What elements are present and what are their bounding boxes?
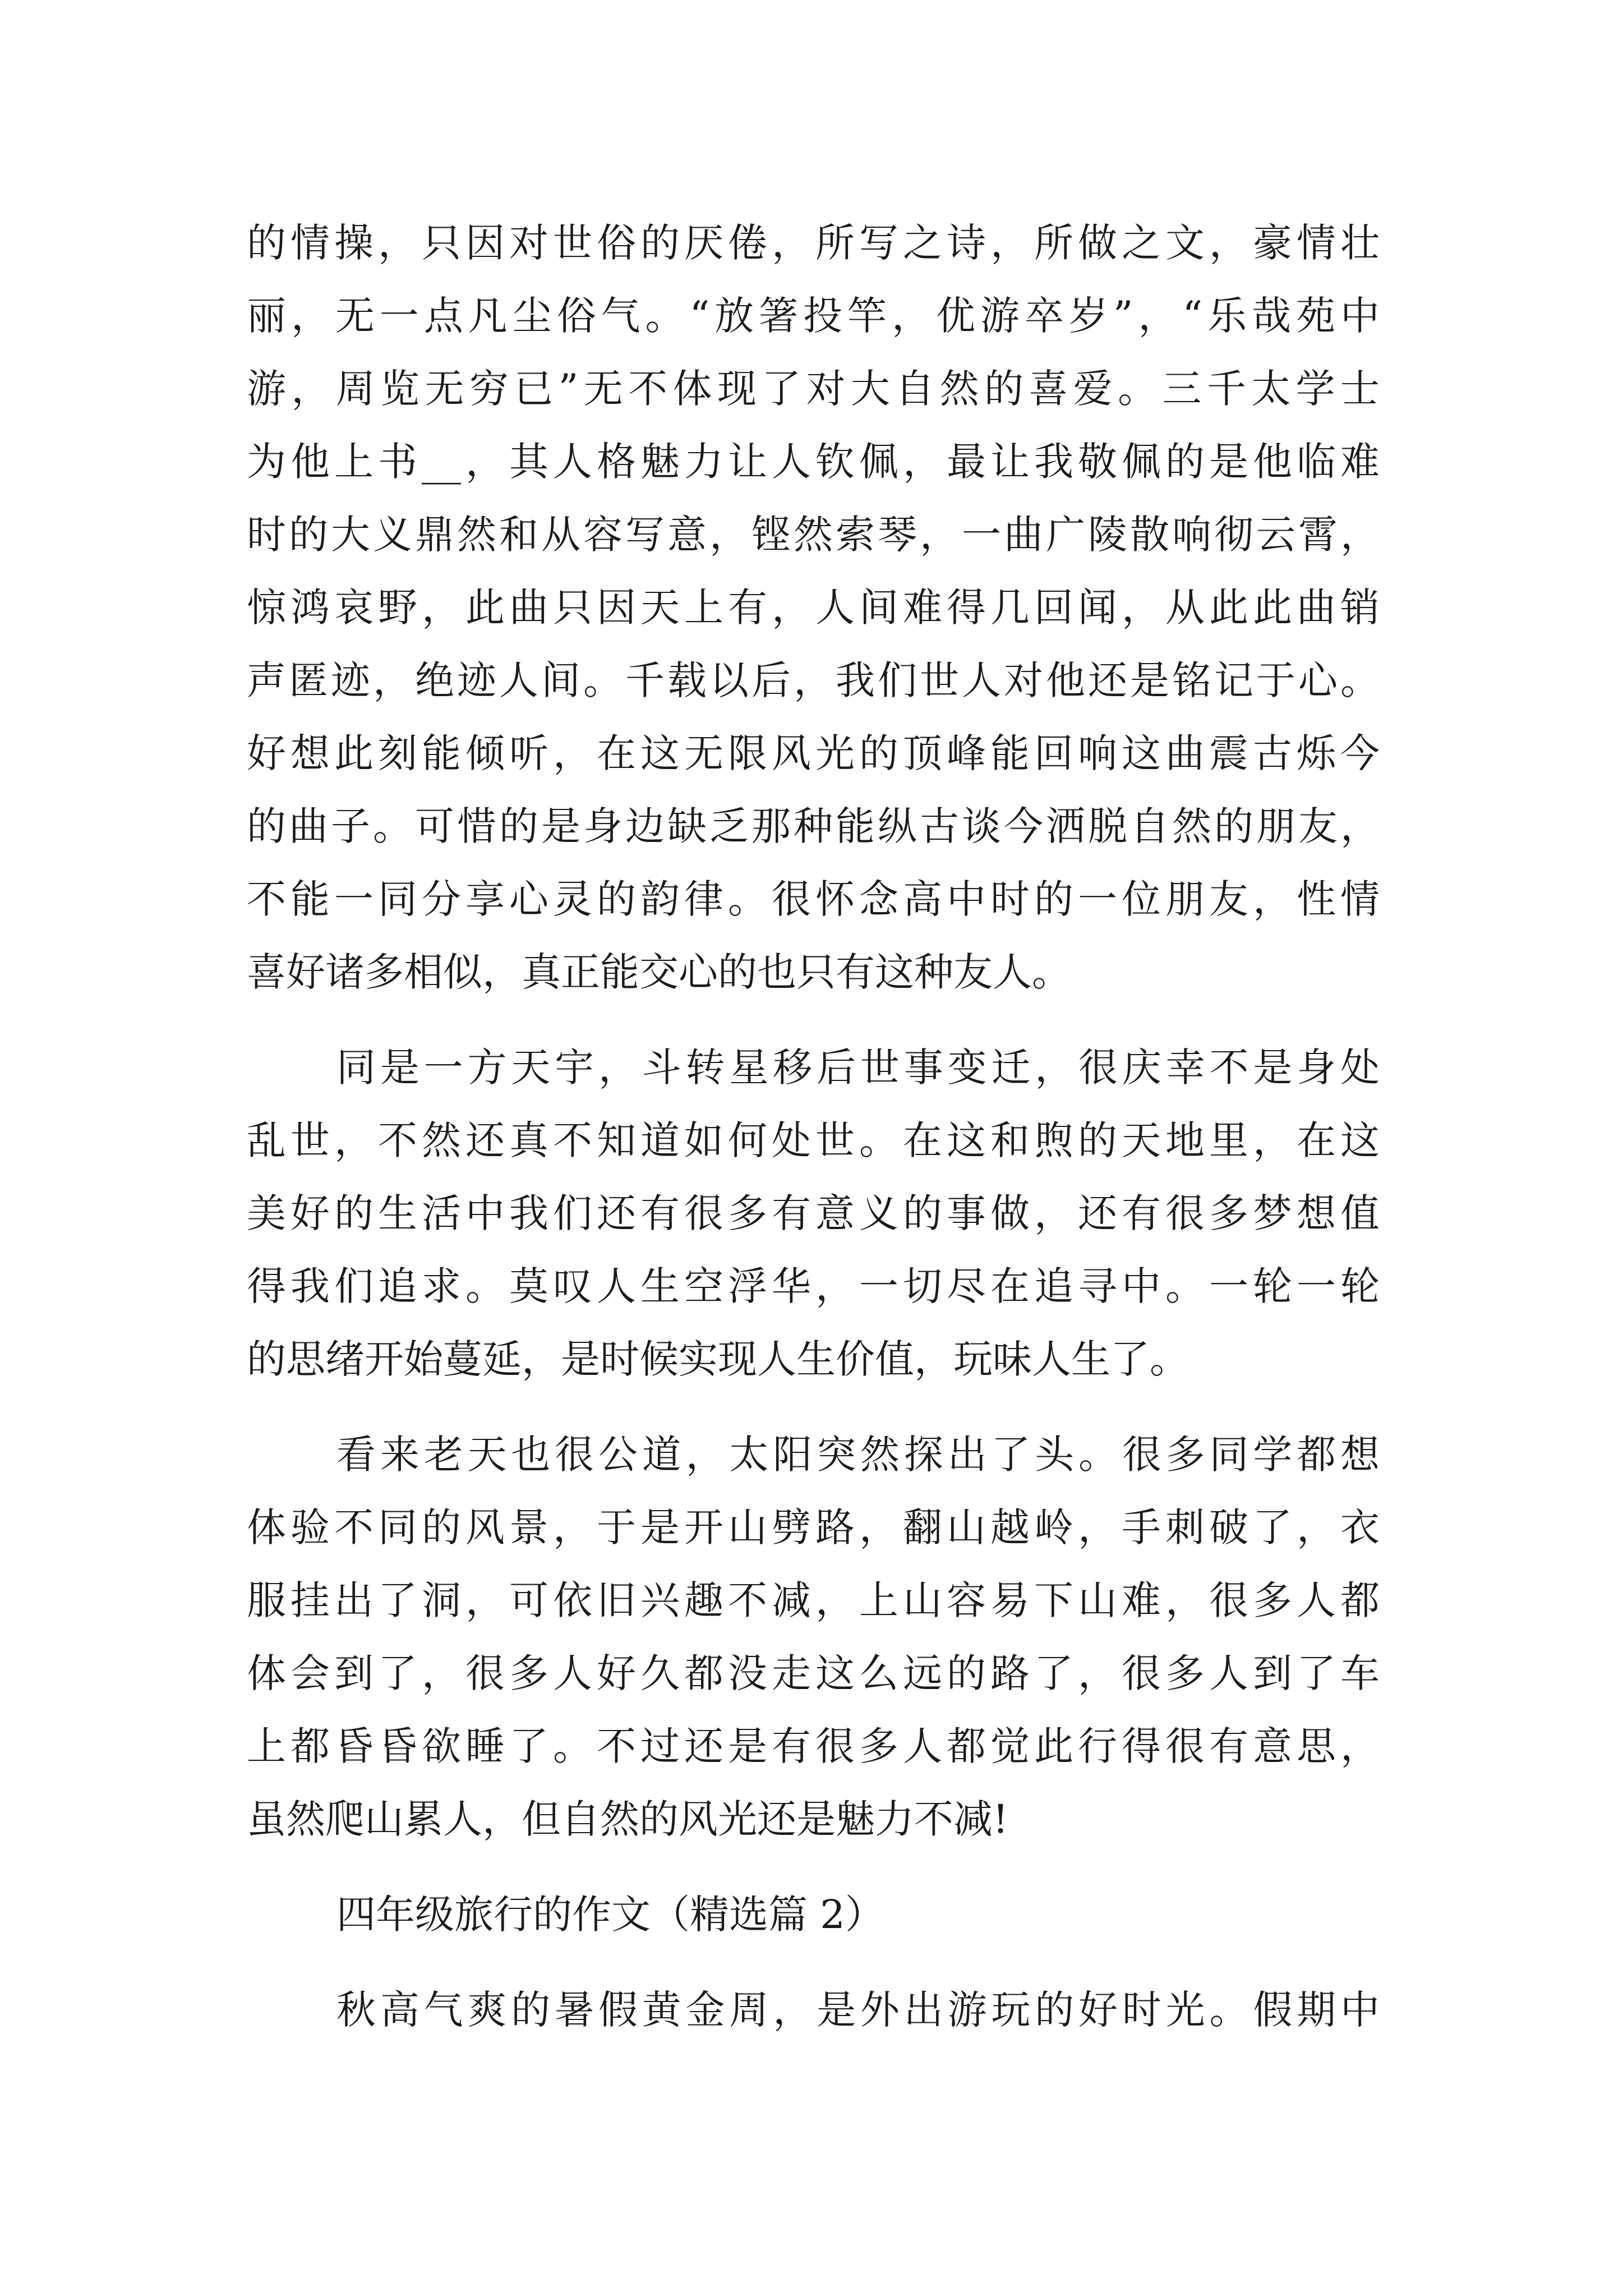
paragraph-line: 为他上书__，其人格魅力让人钦佩，最让我敬佩的是他临难 xyxy=(247,439,1380,485)
paragraph-line: 乱世，不然还真不知道如何处世。在这和煦的天地里，在这 xyxy=(247,1117,1380,1163)
paragraph-line: 丽，无一点凡尘俗气。“放箸投竿，优游卒岁”，“乐哉苑中 xyxy=(247,293,1380,339)
paragraph-line: 游，周览无穷已”无不体现了对大自然的喜爱。三千太学士 xyxy=(247,366,1380,412)
paragraph-line: 的情操，只因对世俗的厌倦，所写之诗，所做之文，豪情壮 xyxy=(247,220,1380,266)
paragraph-line: 美好的生活中我们还有很多有意义的事做，还有很多梦想值 xyxy=(247,1190,1380,1236)
paragraph-line: 秋高气爽的暑假黄金周，是外出游玩的好时光。假期中 xyxy=(336,1987,1380,2033)
paragraph-line: 得我们追求。莫叹人生空浮华，一切尽在追寻中。一轮一轮 xyxy=(247,1263,1380,1309)
paragraph-line: 声匿迹，绝迹人间。千载以后，我们世人对他还是铭记于心。 xyxy=(247,657,1380,703)
paragraph-line: 上都昏昏欲睡了。不过还是有很多人都觉此行得很有意思， xyxy=(247,1723,1380,1769)
paragraph-line: 好想此刻能倾听，在这无限风光的顶峰能回响这曲震古烁今 xyxy=(247,730,1380,776)
paragraph-line: 同是一方天宇，斗转星移后世事变迁，很庆幸不是身处 xyxy=(336,1045,1380,1091)
paragraph-line: 不能一同分享心灵的韵律。很怀念高中时的一位朋友，性情 xyxy=(247,876,1380,922)
paragraph-line: 惊鸿哀野，此曲只因天上有，人间难得几回闻，从此此曲销 xyxy=(247,585,1380,631)
section-heading: 四年级旅行的作文（精选篇 2） xyxy=(336,1892,884,1938)
paragraph-line: 的曲子。可惜的是身边缺乏那种能纵古谈今洒脱自然的朋友， xyxy=(247,803,1380,849)
paragraph-line: 时的大义鼎然和从容写意，铿然索琴，一曲广陵散响彻云霄， xyxy=(247,512,1380,558)
paragraph-line: 服挂出了洞，可依旧兴趣不减，上山容易下山难，很多人都 xyxy=(247,1577,1380,1623)
paragraph-line: 虽然爬山累人，但自然的风光还是魅力不减! xyxy=(247,1796,1009,1842)
paragraph-line: 看来老天也很公道，太阳突然探出了头。很多同学都想 xyxy=(336,1432,1380,1478)
paragraph-line: 喜好诸多相似，真正能交心的也只有这种友人。 xyxy=(247,949,1071,995)
paragraph-line: 的思绪开始蔓延，是时候实现人生价值，玩味人生了。 xyxy=(247,1336,1189,1382)
paragraph-line: 体验不同的风景，于是开山劈路，翻山越岭，手刺破了，衣 xyxy=(247,1504,1380,1550)
paragraph-line: 体会到了，很多人好久都没走这么远的路了，很多人到了车 xyxy=(247,1650,1380,1696)
